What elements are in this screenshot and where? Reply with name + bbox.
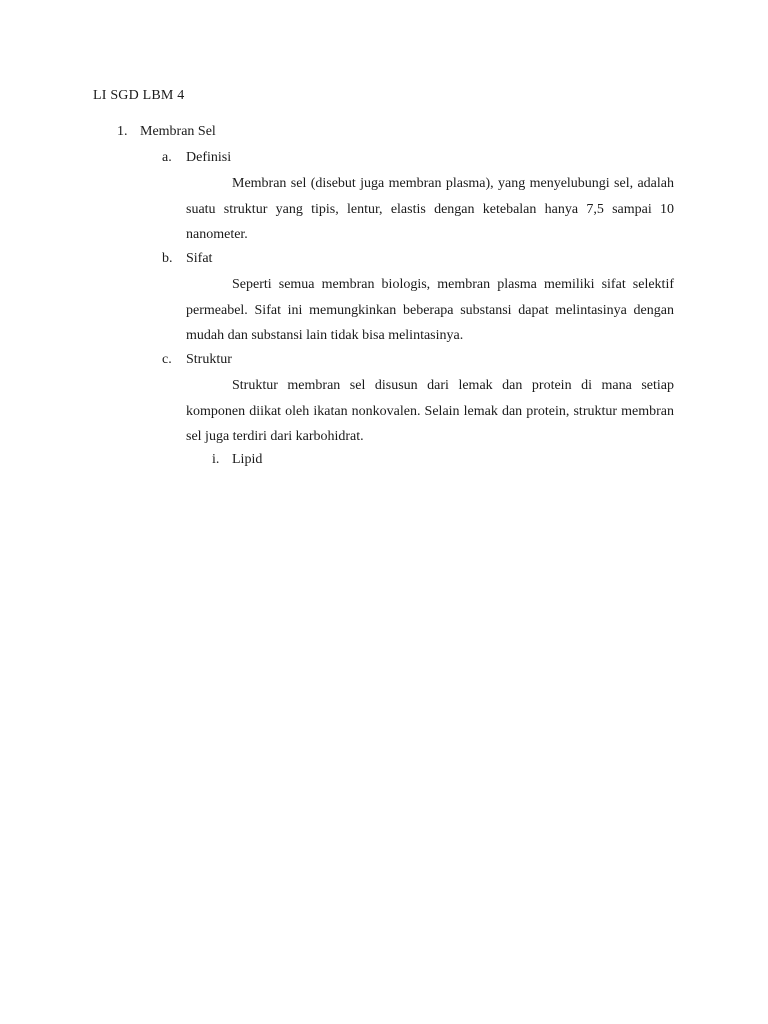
item-heading-definisi: Definisi (186, 150, 232, 165)
item-letter: a. (162, 150, 172, 165)
item-heading-sifat: Sifat (186, 251, 213, 266)
subitem-number: i. (212, 452, 220, 467)
section-number: 1. (117, 124, 128, 139)
paragraph-struktur: Struktur membran sel disusun dari lemak dan protein di mana setiap komponen diikat oleh ikatan nonkovalen. Selain lemak dan protein, struktur membran sel juga terdiri dari karbohidrat. (186, 378, 674, 444)
item-letter: b. (162, 251, 173, 266)
item-letter: c. (162, 352, 172, 367)
document-title: LI SGD LBM 4 (93, 88, 185, 103)
section-heading: Membran Sel (140, 124, 216, 139)
item-heading-struktur: Struktur (186, 352, 232, 367)
paragraph-definisi: Membran sel (disebut juga membran plasma), yang menyelubungi sel, adalah suatu struktur yang tipis, lentur, elastis dengan ketebalan hanya 7,5 sampai 10 nanometer. (186, 176, 674, 242)
subitem-heading-lipid: Lipid (232, 452, 263, 467)
paragraph-sifat: Seperti semua membran biologis, membran plasma memiliki sifat selektif permeabel. Sifat ini memungkinkan beberapa substansi dapat melintasinya dengan mudah dan substansi lain tidak bisa melintasinya. (186, 277, 674, 343)
